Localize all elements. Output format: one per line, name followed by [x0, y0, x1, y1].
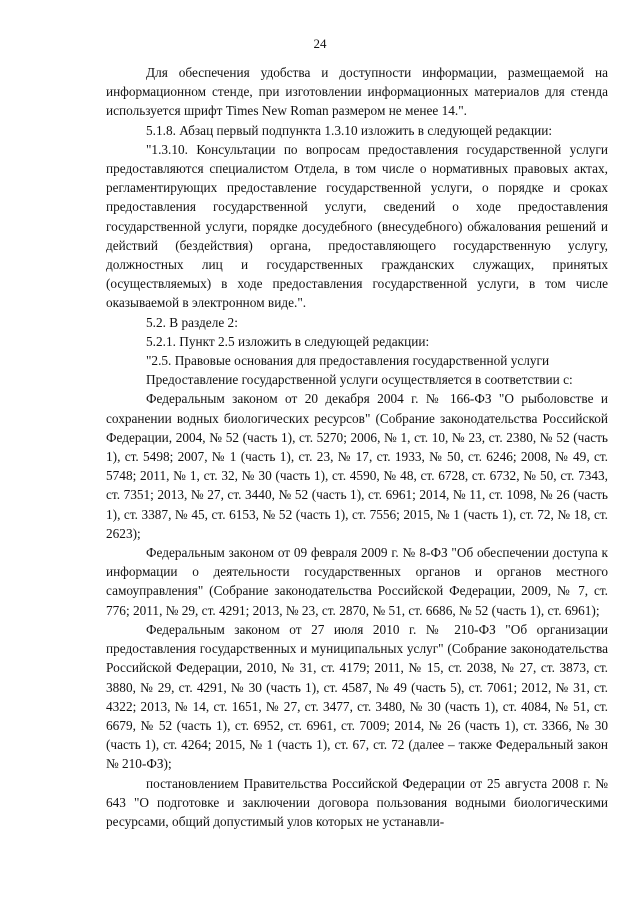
paragraph-law-8-fz: Федеральным законом от 09 февраля 2009 г. № 8-ФЗ "Об обеспечении доступа к информации о деятельности государственных органов и органов местного самоуправления" (Собрание законодательства Российской Федерации, 2009, № 7, ст. 776; 2011, № 29, ст. 4291; 2013, № 23, ст. 2870, № 51, ст. 6686, № 52 (часть 1), ст. 6961);: [106, 545, 608, 618]
paragraph-law-166-fz: Федеральным законом от 20 декабря 2004 г. № 166-ФЗ "О рыболовстве и сохранении водных биологических ресурсов" (Собрание законодательства Российской Федерации, 2004, № 52 (часть 1), ст. 5270; 2006, № 1, ст. 10, № 23, ст. 2380, № 52 (часть 1), ст. 5498; 2007, № 1 (часть 1), ст. 23, № 17, ст. 1933, № 50, ст. 6246; 2008, № 49, ст. 5748; 2011, № 1, ст. 32, № 30 (часть 1), ст. 4590, № 48, ст. 6728, ст. 6732, № 50, ст. 7343, ст. 7351; 2013, № 27, ст. 3440, № 52 (часть 1), ст. 6961; 2014, № 11, ст. 1098, № 26 (часть 1), ст. 3387, № 45, ст. 6153, № 52 (часть 1), ст. 7556; 2015, № 1 (часть 1), ст. 72, № 18, ст. 2623);: [106, 391, 608, 541]
paragraph-5-1-8: 5.1.8. Абзац первый подпункта 1.3.10 изложить в следующей редакции:: [146, 122, 553, 138]
paragraph-5-2: 5.2. В разделе 2:: [146, 314, 238, 330]
paragraph-2-5-intro: Предоставление государственной услуги осуществляется в соответствии с:: [146, 372, 573, 388]
paragraph-law-210-fz: Федеральным законом от 27 июля 2010 г. № 210-ФЗ "Об организации предоставления государственных и муниципальных услуг" (Собрание законодательства Российской Федерации, 2010, № 31, ст. 4179; 2011, № 15, ст. 2038, № 27, ст. 3873, ст. 3880, № 29, ст. 4291, № 30 (часть 1), ст. 4587, № 49 (часть 5), ст. 7061; 2012, № 31, ст. 4322; 2013, № 14, ст. 1651, № 27, ст. 3477, ст. 3480, № 30 (часть 1), ст. 4084, № 51, ст. 6679, № 52 (часть 1), ст. 6952, ст. 6961, ст. 7009; 2014, № 26 (часть 1), ст. 3366, № 30 (часть 1), ст. 4264; 2015, № 1 (часть 1), ст. 67, ст. 72 (далее – также Федеральный закон № 210-ФЗ);: [106, 621, 608, 772]
paragraph-2-5-heading: "2.5. Правовые основания для предоставления государственной услуги: [146, 353, 550, 369]
page-number: 24: [313, 36, 327, 51]
paragraph-1-3-10: "1.3.10. Консультации по вопросам предоставления государственной услуги предоставляются специалистом Отдела, в том числе о нормативных правовых актах, регламентирующих предоставление государственной услуги, о порядке и сроках предоставления государственной услуги, сведений о ходе предоставления государственной услуги, порядке досудебного (внесудебного) обжалования решений и действий (бездействия) органа, предоставляющего государственную услугу, должностных лиц и государственных гражданских служащих, принятых (осуществляемых) в ходе предоставления государственной услуги, в том числе оказываемой в электронном виде.".: [106, 141, 608, 311]
paragraph-5-2-1: 5.2.1. Пункт 2.5 изложить в следующей редакции:: [146, 333, 430, 349]
document-body: [106, 63, 608, 831]
paragraph-stand-font: Для обеспечения удобства и доступности информации, размещаемой на информационном стенде, при изготовлении информационных материалов для стенда используется шрифт Times New Roman размером не менее 14.".: [106, 65, 608, 119]
paragraph-resolution-643: постановлением Правительства Российской Федерации от 25 августа 2008 г. № 643 "О подготовке и заключении договора пользования водными биологическими ресурсами, общий допустимый улов которых не устанавли-: [106, 775, 608, 829]
